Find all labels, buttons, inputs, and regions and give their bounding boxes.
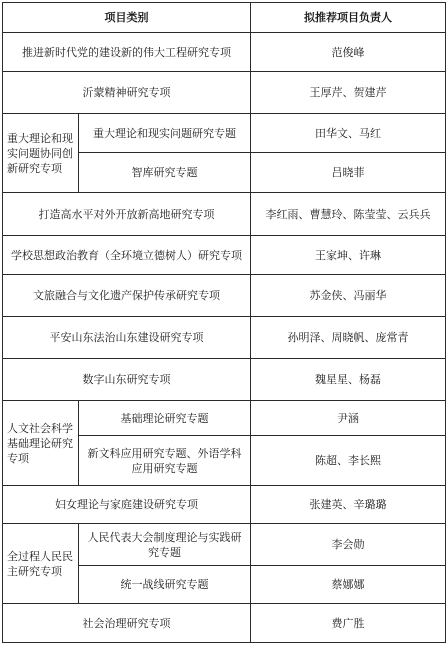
leader-cell: 蔡娜娜 [251,566,446,604]
project-cell: 推进新时代党的建设新的伟大工程研究专项 [3,33,251,72]
leader-cell: 田华文、马红 [251,114,446,153]
table-row [3,604,446,643]
table-header-row [3,3,446,33]
leader-cell: 范俊峰 [251,33,446,72]
group-cell: 重大理论和现实问题协同创新研究专项 [3,114,79,193]
table-row [3,524,446,566]
subproject-cell: 统一战线研究专题 [79,566,251,604]
leader-cell: 魏星星、杨磊 [251,359,446,401]
subproject-cell: 基础理论研究专题 [79,401,251,436]
table-row [3,401,446,436]
leader-cell: 苏金侠、冯丽华 [251,275,446,317]
project-cell: 沂蒙精神研究专项 [3,72,251,114]
header-leader: 拟推荐项目负责人 [251,3,446,33]
project-table [2,2,446,643]
leader-cell: 王家坤、许琳 [251,236,446,275]
project-cell: 文旅融合与文化遗产保护传承研究专项 [3,275,251,317]
leader-cell: 陈超、李长熙 [251,436,446,486]
subproject-cell: 新文科应用研究专题、外语学科应用研究专题 [79,436,251,486]
project-cell: 数字山东研究专项 [3,359,251,401]
subproject-cell: 智库研究专题 [79,153,251,193]
group-cell: 人文社会科学基础理论研究专项 [3,401,79,486]
project-cell: 妇女理论与家庭建设研究专项 [3,486,251,524]
table-row [3,236,446,275]
leader-cell: 李红雨、曹慧玲、陈莹莹、云兵兵 [251,193,446,236]
leader-cell: 李会勋 [251,524,446,566]
project-cell: 学校思想政治教育（全环境立德树人）研究专项 [3,236,251,275]
table-row [3,486,446,524]
leader-cell: 费广胜 [251,604,446,643]
project-cell: 打造高水平对外开放新高地研究专项 [3,193,251,236]
leader-cell: 尹涵 [251,401,446,436]
table-row [3,359,446,401]
subproject-cell: 人民代表大会制度理论与实践研究专题 [79,524,251,566]
leader-cell: 王厚芹、贺建芹 [251,72,446,114]
table-row [3,317,446,359]
table-row [3,114,446,153]
leader-cell: 张建英、辛璐璐 [251,486,446,524]
table-row [3,275,446,317]
table-row [3,72,446,114]
table-row [3,193,446,236]
group-cell: 全过程人民民主研究专项 [3,524,79,604]
leader-cell: 孙明泽、周晓帆、庞常青 [251,317,446,359]
leader-cell: 吕晓菲 [251,153,446,193]
header-category: 项目类别 [3,3,251,33]
subproject-cell: 重大理论和现实问题研究专题 [79,114,251,153]
project-cell: 社会治理研究专项 [3,604,251,643]
project-cell: 平安山东法治山东建设研究专项 [3,317,251,359]
table-row [3,33,446,72]
